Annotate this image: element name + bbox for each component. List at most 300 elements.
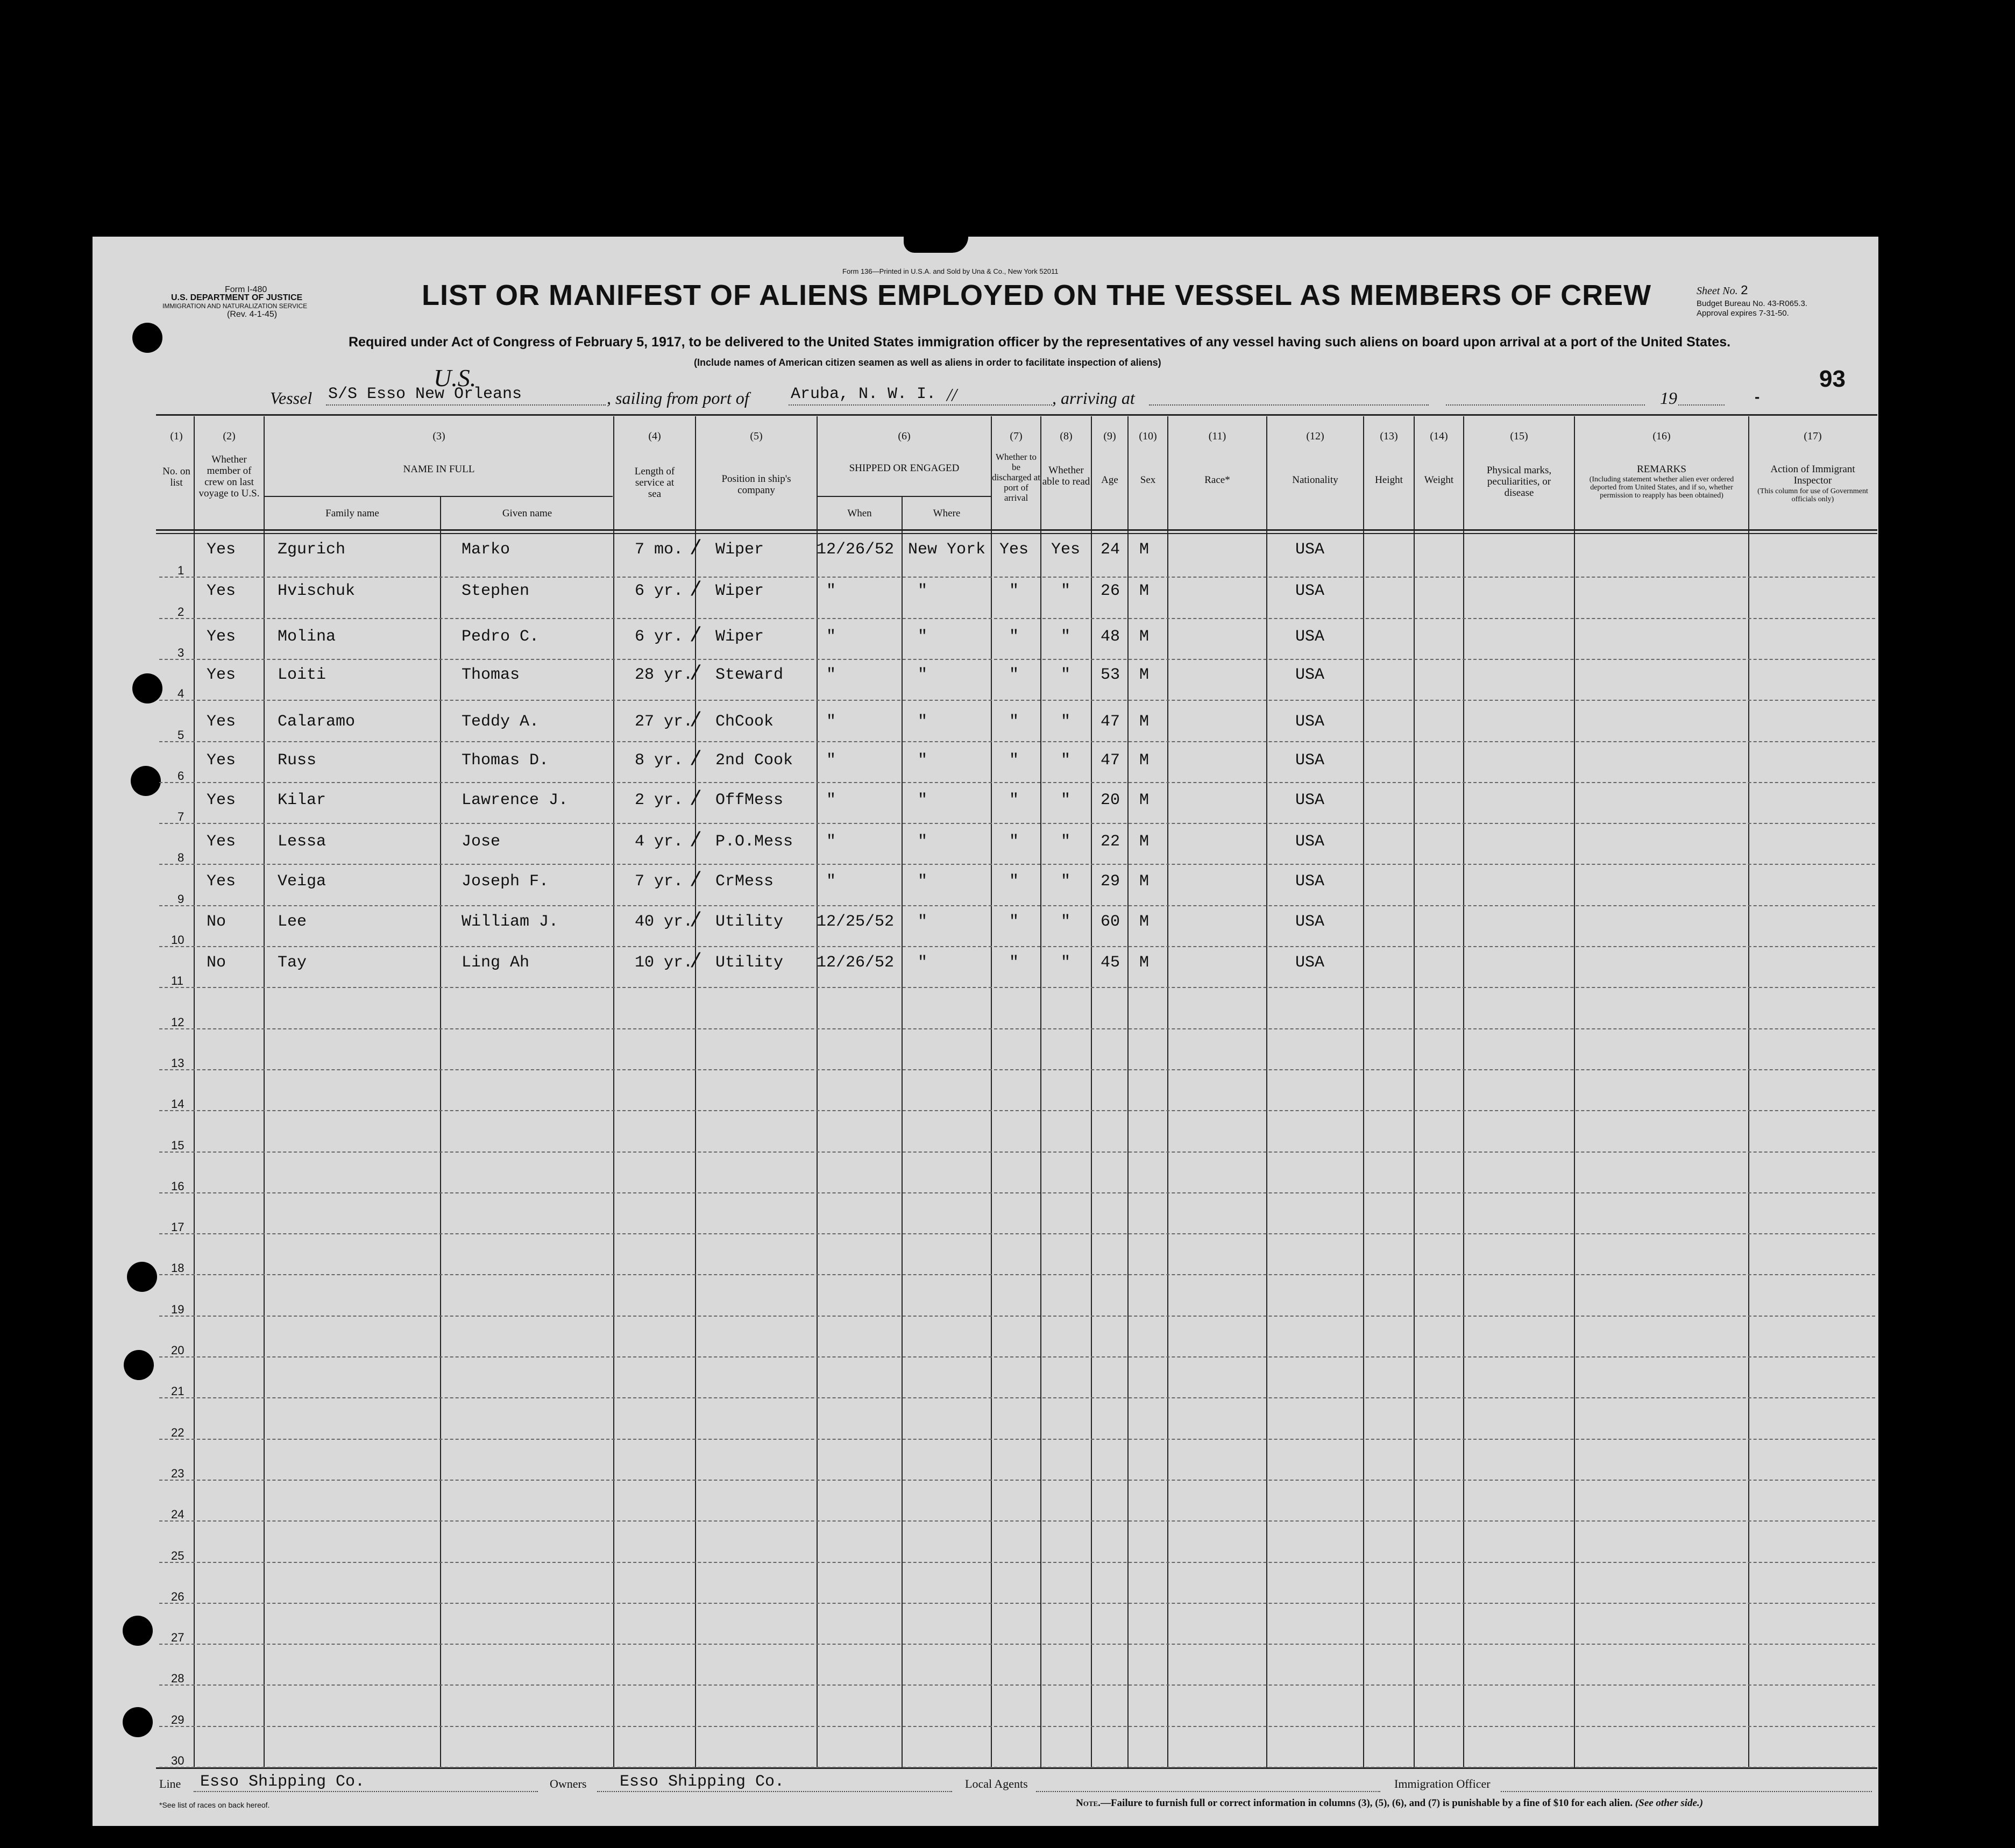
discharged-cell: ": [1009, 751, 1019, 770]
row-rule: [159, 1520, 1875, 1522]
row-rule: [159, 1110, 1875, 1111]
row-number: 1: [178, 564, 185, 577]
punch-hole: [123, 1707, 153, 1737]
given-name-cell: William J.: [462, 913, 559, 931]
nationality-cell: USA: [1295, 872, 1325, 891]
row-rule: [159, 659, 1875, 660]
position-cell: Wiper: [715, 628, 764, 646]
shipped-where-cell: ": [918, 913, 928, 931]
col-line: [902, 497, 903, 1767]
col-number: (6): [898, 430, 911, 442]
last-voyage-cell: Yes: [207, 582, 236, 600]
row-number: 21: [171, 1384, 185, 1398]
line-field-line: [194, 1791, 538, 1792]
header-action-note: (This column for use of Government officials only): [1757, 487, 1868, 503]
position-cell: Utility: [715, 913, 784, 931]
row-number: 10: [171, 933, 185, 947]
discharged-cell: ": [1009, 954, 1019, 972]
row-number: 13: [171, 1056, 185, 1070]
given-name-cell: Thomas D.: [462, 751, 549, 770]
sex-cell: M: [1139, 628, 1150, 646]
sheet-label: [1697, 284, 1748, 298]
row-number: 7: [178, 810, 185, 823]
sex-cell: M: [1139, 833, 1150, 851]
header-height: Height: [1375, 474, 1403, 486]
row-rule: [159, 1274, 1875, 1275]
sailing-field-line: [789, 404, 1052, 406]
row-number: 29: [171, 1713, 185, 1726]
row-number: 19: [171, 1303, 185, 1316]
service-length-cell: 40 yr.: [635, 913, 693, 931]
age-cell: 60: [1101, 913, 1120, 931]
discharged-cell: ": [1009, 872, 1019, 891]
row-rule: [159, 823, 1875, 824]
note-other-side: (See other side.): [1635, 1797, 1704, 1809]
check-mark: /: [690, 624, 702, 648]
given-name-cell: Lawrence J.: [462, 791, 569, 809]
age-cell: 20: [1101, 791, 1120, 809]
given-name-cell: Jose: [462, 833, 501, 851]
family-name-cell: Hvischuk: [278, 582, 356, 600]
header-when: When: [847, 508, 872, 519]
able-to-read-cell: ": [1061, 628, 1071, 646]
row-number: 23: [171, 1467, 185, 1480]
year-label: 19: [1660, 388, 1677, 408]
age-cell: 48: [1101, 628, 1120, 646]
sex-cell: M: [1139, 954, 1150, 972]
able-to-read-cell: ": [1061, 913, 1071, 931]
age-cell: 45: [1101, 954, 1120, 972]
note-label: Note.: [1076, 1797, 1101, 1809]
officer-field-line: [1501, 1791, 1872, 1792]
row-number: 22: [171, 1426, 185, 1439]
row-number: 14: [171, 1097, 185, 1111]
row-rule: [159, 946, 1875, 947]
last-voyage-cell: Yes: [207, 713, 236, 731]
header-sex: Sex: [1140, 474, 1156, 486]
col-number: (17): [1804, 430, 1822, 442]
shipped-when-cell: ": [826, 751, 836, 770]
header-name-in-full: NAME IN FULL: [403, 464, 475, 475]
row-rule: [159, 700, 1875, 701]
header-remarks-note: (Including statement whether alien ever ordered deported from United States, and if so, whether permission to reapply has been obtained): [1589, 475, 1734, 500]
col-number: (8): [1060, 430, 1073, 442]
row-rule: [159, 1767, 1875, 1768]
row-number: 30: [171, 1754, 185, 1767]
row-number: 11: [171, 974, 183, 987]
header-shipped-engaged: SHIPPED OR ENGAGED: [849, 463, 960, 474]
footer-owners-value: Esso Shipping Co.: [620, 1773, 785, 1791]
row-rule: [159, 905, 1875, 906]
shipped-subheader-rule: [818, 496, 991, 497]
shipped-when-cell: ": [826, 833, 836, 851]
shipped-when-cell: ": [826, 791, 836, 809]
row-rule: [159, 1316, 1875, 1317]
family-name-cell: Kilar: [278, 791, 327, 809]
row-rule: [159, 741, 1875, 742]
header-action-inspector: Action of Immigrant Inspector: [1770, 464, 1855, 486]
age-cell: 24: [1101, 541, 1120, 559]
header-last-voyage: Whether member of crew on last voyage to U.S.: [198, 454, 260, 499]
sex-cell: M: [1139, 913, 1150, 931]
able-to-read-cell: Yes: [1051, 541, 1081, 559]
row-number: 17: [171, 1220, 185, 1234]
row-rule: [159, 1397, 1875, 1398]
nationality-cell: USA: [1295, 913, 1325, 931]
family-name-cell: Calaramo: [278, 713, 356, 731]
row-rule: [159, 1603, 1875, 1604]
family-name-cell: Veiga: [278, 872, 327, 891]
row-number: 18: [171, 1261, 185, 1275]
row-rule: [159, 618, 1875, 619]
shipped-when-cell: 12/26/52: [817, 954, 895, 972]
age-cell: 22: [1101, 833, 1120, 851]
sailing-port: Aruba, N. W. I.: [791, 385, 936, 403]
service-length-cell: 6 yr.: [635, 582, 684, 600]
discharged-cell: ": [1009, 628, 1019, 646]
vessel-field-line: [326, 404, 606, 406]
header-where: Where: [933, 508, 961, 519]
name-subheader-rule: [265, 496, 613, 497]
last-voyage-cell: Yes: [207, 628, 236, 646]
header-age: Age: [1101, 474, 1118, 486]
given-name-cell: Ling Ah: [462, 954, 530, 972]
nationality-cell: USA: [1295, 833, 1325, 851]
col-number: (4): [648, 430, 661, 442]
sheet-label-text: Sheet No.: [1697, 285, 1738, 297]
arriving-field-line: [1149, 404, 1429, 406]
check-mark: /: [690, 537, 702, 560]
sailing-tick: //: [947, 385, 957, 405]
discharged-cell: ": [1009, 713, 1019, 731]
row-rule: [159, 864, 1875, 865]
age-cell: 47: [1101, 751, 1120, 770]
header-position: Position in ship's company: [721, 473, 791, 496]
row-number: 12: [171, 1015, 185, 1029]
check-mark: /: [690, 829, 702, 852]
family-name-cell: Loiti: [278, 666, 327, 684]
row-number: 28: [171, 1672, 185, 1685]
nationality-cell: USA: [1295, 751, 1325, 770]
check-mark: /: [690, 579, 702, 602]
shipped-where-cell: ": [918, 833, 928, 851]
family-name-cell: Russ: [278, 751, 317, 770]
able-to-read-cell: ": [1061, 791, 1071, 809]
family-name-cell: Lessa: [278, 833, 327, 851]
row-rule: [159, 1069, 1875, 1070]
last-voyage-cell: Yes: [207, 751, 236, 770]
shipped-when-cell: ": [826, 582, 836, 600]
service-length-cell: 7 yr.: [635, 872, 684, 891]
row-number: 2: [178, 605, 185, 619]
table-top-rule: [156, 414, 1877, 416]
races-note: *See list of races on back hereof.: [159, 1801, 270, 1809]
position-cell: OffMess: [715, 791, 784, 809]
able-to-read-cell: ": [1061, 872, 1071, 891]
age-cell: 26: [1101, 582, 1120, 600]
nationality-cell: USA: [1295, 954, 1325, 972]
owners-field-line: [597, 1791, 952, 1792]
header-able-to-read: Whether able to read: [1042, 465, 1090, 487]
nationality-cell: USA: [1295, 628, 1325, 646]
row-number: 26: [171, 1590, 185, 1603]
table-header-rule: [156, 529, 1877, 531]
page-number: 93: [1819, 366, 1846, 392]
service-name: IMMIGRATION AND NATURALIZATION SERVICE: [162, 302, 308, 310]
header-length-service: Length of service at sea: [634, 466, 675, 500]
given-name-cell: Marko: [462, 541, 510, 559]
sex-cell: M: [1139, 541, 1150, 559]
row-number: 3: [178, 646, 185, 659]
last-voyage-cell: Yes: [207, 541, 236, 559]
position-cell: P.O.Mess: [715, 833, 793, 851]
discharged-cell: Yes: [999, 541, 1029, 559]
arriving-date-line: [1446, 404, 1645, 406]
shipped-where-cell: ": [918, 954, 928, 972]
shipped-when-cell: ": [826, 628, 836, 646]
given-name-cell: Teddy A.: [462, 713, 540, 731]
position-cell: 2nd Cook: [715, 751, 793, 770]
col-number: (12): [1306, 430, 1324, 442]
last-voyage-cell: No: [207, 954, 226, 972]
shipped-where-cell: ": [918, 666, 928, 684]
footer-agents-label: Local Agents: [965, 1777, 1028, 1790]
service-length-cell: 6 yr.: [635, 628, 684, 646]
footer-line-value: Esso Shipping Co.: [200, 1773, 365, 1791]
service-length-cell: 8 yr.: [635, 751, 684, 770]
position-cell: CrMess: [715, 872, 774, 891]
sex-cell: M: [1139, 582, 1150, 600]
col-number: (13): [1380, 430, 1398, 442]
subtitle-note: (Include names of American citizen seamen as well as aliens in order to facilitate inspection of aliens): [694, 357, 1161, 368]
service-length-cell: 4 yr.: [635, 833, 684, 851]
discharged-cell: ": [1009, 582, 1019, 600]
position-cell: ChCook: [715, 713, 774, 731]
row-rule: [159, 1562, 1875, 1563]
family-name-cell: Molina: [278, 628, 336, 646]
shipped-where-cell: ": [918, 872, 928, 891]
discharged-cell: ": [1009, 666, 1019, 684]
age-cell: 47: [1101, 713, 1120, 731]
form-title: LIST OR MANIFEST OF ALIENS EMPLOYED ON THE VESSEL AS MEMBERS OF CREW: [422, 279, 1652, 311]
row-number: 8: [178, 851, 185, 864]
vessel-annotation: U.S.: [434, 364, 477, 392]
discharged-cell: ": [1009, 833, 1019, 851]
nationality-cell: USA: [1295, 713, 1325, 731]
discharged-cell: ": [1009, 913, 1019, 931]
row-rule: [159, 1644, 1875, 1645]
punch-hole: [123, 1616, 153, 1646]
row-number: 27: [171, 1631, 185, 1644]
last-voyage-cell: Yes: [207, 666, 236, 684]
row-rule: [159, 1480, 1875, 1481]
col-number: (9): [1103, 430, 1116, 442]
check-mark: /: [690, 788, 702, 811]
sex-cell: M: [1139, 791, 1150, 809]
check-mark: /: [690, 748, 702, 771]
row-number: 9: [178, 892, 185, 906]
shipped-where-cell: ": [918, 582, 928, 600]
header-race: Race*: [1204, 474, 1230, 486]
row-rule: [159, 1356, 1875, 1357]
header-discharged: Whether to be discharged at port of arrival: [992, 452, 1040, 503]
row-number: 6: [178, 769, 185, 783]
sex-cell: M: [1139, 872, 1150, 891]
able-to-read-cell: ": [1061, 666, 1071, 684]
check-mark: /: [690, 950, 702, 973]
printer-line: Form 136—Printed in U.S.A. and Sold by Una & Co., New York 52011: [842, 267, 1059, 275]
punch-hole: [131, 766, 161, 796]
row-rule: [159, 987, 1875, 988]
able-to-read-cell: ": [1061, 833, 1071, 851]
given-name-cell: Stephen: [462, 582, 530, 600]
col-number: (1): [170, 430, 183, 442]
dash-mark: -: [1755, 388, 1760, 405]
shipped-where-cell: New York: [908, 541, 986, 559]
last-voyage-cell: Yes: [207, 791, 236, 809]
year-field-line: [1678, 404, 1725, 406]
header-no-on-list: No. on list: [162, 466, 190, 488]
row-number: 24: [171, 1508, 185, 1521]
footer-owners-label: Owners: [550, 1777, 587, 1790]
service-length-cell: 10 yr.: [635, 954, 693, 972]
department: U.S. DEPARTMENT OF JUSTICE: [171, 293, 303, 302]
punch-hole: [132, 323, 162, 353]
check-mark: /: [690, 869, 702, 892]
form-id: Form I-480: [225, 285, 267, 294]
row-rule: [159, 1028, 1875, 1029]
age-cell: 29: [1101, 872, 1120, 891]
sex-cell: M: [1139, 751, 1150, 770]
row-rule: [159, 1233, 1875, 1234]
row-number: 20: [171, 1344, 185, 1357]
able-to-read-cell: ": [1061, 713, 1071, 731]
position-cell: Wiper: [715, 582, 764, 600]
family-name-cell: Tay: [278, 954, 307, 972]
punch-hole: [124, 1350, 154, 1380]
position-cell: Wiper: [715, 541, 764, 559]
row-rule: [159, 782, 1875, 783]
col-number: (3): [432, 430, 445, 442]
nationality-cell: USA: [1295, 541, 1325, 559]
col-number: (2): [223, 430, 236, 442]
shipped-when-cell: ": [826, 713, 836, 731]
header-given-name: Given name: [502, 508, 552, 519]
nationality-cell: USA: [1295, 791, 1325, 809]
header-weight: Weight: [1424, 474, 1454, 486]
given-name-cell: Thomas: [462, 666, 520, 684]
sex-cell: M: [1139, 713, 1150, 731]
last-voyage-cell: Yes: [207, 833, 236, 851]
subtitle: Required under Act of Congress of February 5, 1917, to be delivered to the United States immigration officer by the representatives of any vessel having such aliens on board upon arrival at a port of the United States.: [349, 335, 1731, 350]
row-number: 5: [178, 728, 185, 742]
able-to-read-cell: ": [1061, 751, 1071, 770]
sailing-label: , sailing from port of: [607, 388, 749, 408]
nationality-cell: USA: [1295, 666, 1325, 684]
header-remarks: REMARKS: [1637, 464, 1686, 475]
given-name-cell: Pedro C.: [462, 628, 540, 646]
family-name-cell: Lee: [278, 913, 307, 931]
approval-expiry: Approval expires 7-31-50.: [1697, 309, 1789, 318]
paper-tear: [904, 237, 968, 253]
row-number: 4: [178, 687, 185, 700]
note-text: —Failure to furnish full or correct information in columns (3), (5), (6), and (7) is punishable by a fine of $10 for each alien.: [1100, 1797, 1633, 1809]
row-rule: [159, 1726, 1875, 1727]
agents-field-line: [1036, 1791, 1380, 1792]
footer-note: [1076, 1797, 1703, 1809]
row-rule: [159, 1684, 1875, 1686]
sheet-number: 2: [1740, 284, 1749, 298]
able-to-read-cell: ": [1061, 954, 1071, 972]
footer-line-label: Line: [159, 1777, 181, 1790]
col-line: [440, 497, 441, 1767]
arriving-label: , arriving at: [1052, 388, 1135, 408]
given-name-cell: Joseph F.: [462, 872, 549, 891]
check-mark: /: [690, 709, 702, 733]
header-nationality: Nationality: [1292, 474, 1338, 486]
row-rule: [159, 577, 1875, 578]
form-revision: (Rev. 4-1-45): [227, 310, 278, 319]
header-family-name: Family name: [325, 508, 379, 519]
row-number: 25: [171, 1549, 185, 1562]
nationality-cell: USA: [1295, 582, 1325, 600]
shipped-when-cell: 12/25/52: [817, 913, 895, 931]
shipped-when-cell: ": [826, 872, 836, 891]
row-rule: [159, 1192, 1875, 1193]
able-to-read-cell: ": [1061, 582, 1071, 600]
service-length-cell: 2 yr.: [635, 791, 684, 809]
row-number: 15: [171, 1139, 185, 1152]
row-rule: [159, 1439, 1875, 1440]
age-cell: 53: [1101, 666, 1120, 684]
family-name-cell: Zgurich: [278, 541, 346, 559]
table-header-rule-2: [156, 533, 1877, 534]
row-number: 16: [171, 1179, 185, 1193]
shipped-when-cell: 12/26/52: [817, 541, 895, 559]
position-cell: Steward: [715, 666, 784, 684]
col-number: (16): [1652, 430, 1671, 442]
col-number: (14): [1430, 430, 1448, 442]
shipped-where-cell: ": [918, 751, 928, 770]
col-number: (15): [1510, 430, 1528, 442]
shipped-when-cell: ": [826, 666, 836, 684]
last-voyage-cell: No: [207, 913, 226, 931]
last-voyage-cell: Yes: [207, 872, 236, 891]
vessel-name: S/S Esso New Orleans: [328, 385, 522, 403]
budget-bureau: Budget Bureau No. 43-R065.3.: [1697, 299, 1807, 308]
shipped-where-cell: ": [918, 713, 928, 731]
check-mark: /: [690, 909, 702, 933]
service-length-cell: 7 mo.: [635, 541, 684, 559]
footer-officer-label: Immigration Officer: [1394, 1777, 1491, 1790]
punch-hole: [127, 1262, 157, 1292]
vessel-label: Vessel: [270, 388, 313, 408]
service-length-cell: 27 yr.: [635, 713, 693, 731]
col-number: (11): [1208, 430, 1226, 442]
service-length-cell: 28 yr.: [635, 666, 693, 684]
sex-cell: M: [1139, 666, 1150, 684]
punch-hole: [132, 673, 162, 703]
col-number: (10): [1139, 430, 1157, 442]
position-cell: Utility: [715, 954, 784, 972]
shipped-where-cell: ": [918, 628, 928, 646]
check-mark: /: [690, 663, 702, 686]
header-physical-marks: Physical marks, peculiarities, or disease: [1486, 465, 1552, 499]
shipped-where-cell: ": [918, 791, 928, 809]
col-number: (7): [1010, 430, 1023, 442]
col-number: (5): [750, 430, 763, 442]
row-rule: [159, 1152, 1875, 1153]
